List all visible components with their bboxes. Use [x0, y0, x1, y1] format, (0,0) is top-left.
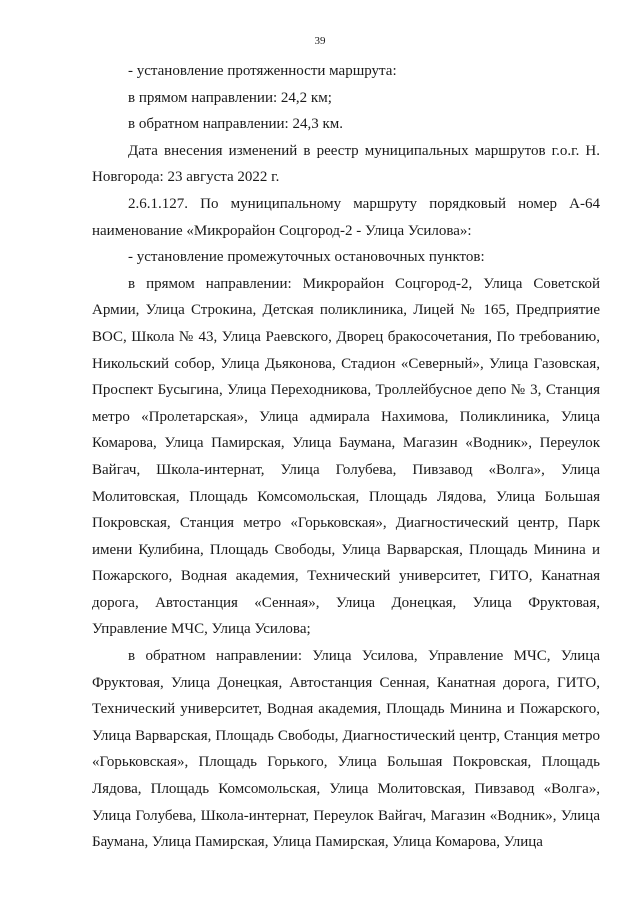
forward-stops-list: в прямом направлении: Микрорайон Соцгород-2, Улица Советской Армии, Улица Строкина, Детская поликлиника, Лицей № 165, Предприятие ВОС, Школа № 43, Улица Раевского, Дворец бракосочетания, По требованию, Никольский собор, Улица Дьяконова, Стадион «Северный», Улица Газовская, Проспект Бусыгина, Улица Переходникова, Троллейбусное депо № 3, Станция метро «Пролетарская», Улица адмирала Нахимова, Поликлиника, Улица Комарова, Улица Памирская, Улица Баумана, Магазин «Водник», Переулок Вайгач, Школа-интернат, Улица Голубева, Пивзавод «Волга», Улица Молитовская, Площадь Комсомольская, Площадь Лядова, Улица Большая Покровская, Станция метро «Горьковская», Диагностический центр, Парк имени Кулибина, Площадь Свободы, Улица Варварская, Площадь Минина и Пожарского, Водная академия, Технический университет, ГИТО, Канатная дорога, Автостанция «Сенная», Улица Донецкая, Улица Фруктовая, Управление МЧС, Улица Усилова;	[92, 275, 600, 638]
reverse-length: в обратном направлении: 24,3 км.	[128, 116, 344, 133]
intermediate-stops-heading: - установление промежуточных остановочных пунктов:	[128, 249, 485, 266]
route-clause-title: 2.6.1.127. По муниципальному маршруту порядковый номер А-64 наименование «Микрорайон Соцгород-2 - Улица Усилова»:	[92, 195, 600, 239]
forward-length: в прямом направлении: 24,2 км;	[128, 89, 332, 106]
reverse-stops-list: в обратном направлении: Улица Усилова, Управление МЧС, Улица Фруктовая, Улица Донецкая, Автостанция Сенная, Канатная дорога, ГИТО, Технический университет, Водная академия, Площадь Минина и Пожарского, Улица Варварская, Площадь Свободы, Диагностический центр, Станция метро «Горьковская», Площадь Горького, Улица Большая Покровская, Площадь Лядова, Площадь Комсомольская, Улица Молитовская, Пивзавод «Волга», Улица Голубева, Школа-интернат, Переулок Вайгач, Магазин «Водник», Улица Баумана, Улица Памирская, Улица Памирская, Улица Комарова, Улица	[92, 648, 600, 851]
page-number: 39	[314, 35, 326, 47]
route-length-heading: - установление протяженности маршрута:	[128, 63, 397, 79]
document-body	[92, 58, 600, 856]
registry-change-date: Дата внесения изменений в реестр муниципальных маршрутов г.о.г. Н. Новгорода: 23 августа 2022 г.	[92, 142, 600, 186]
